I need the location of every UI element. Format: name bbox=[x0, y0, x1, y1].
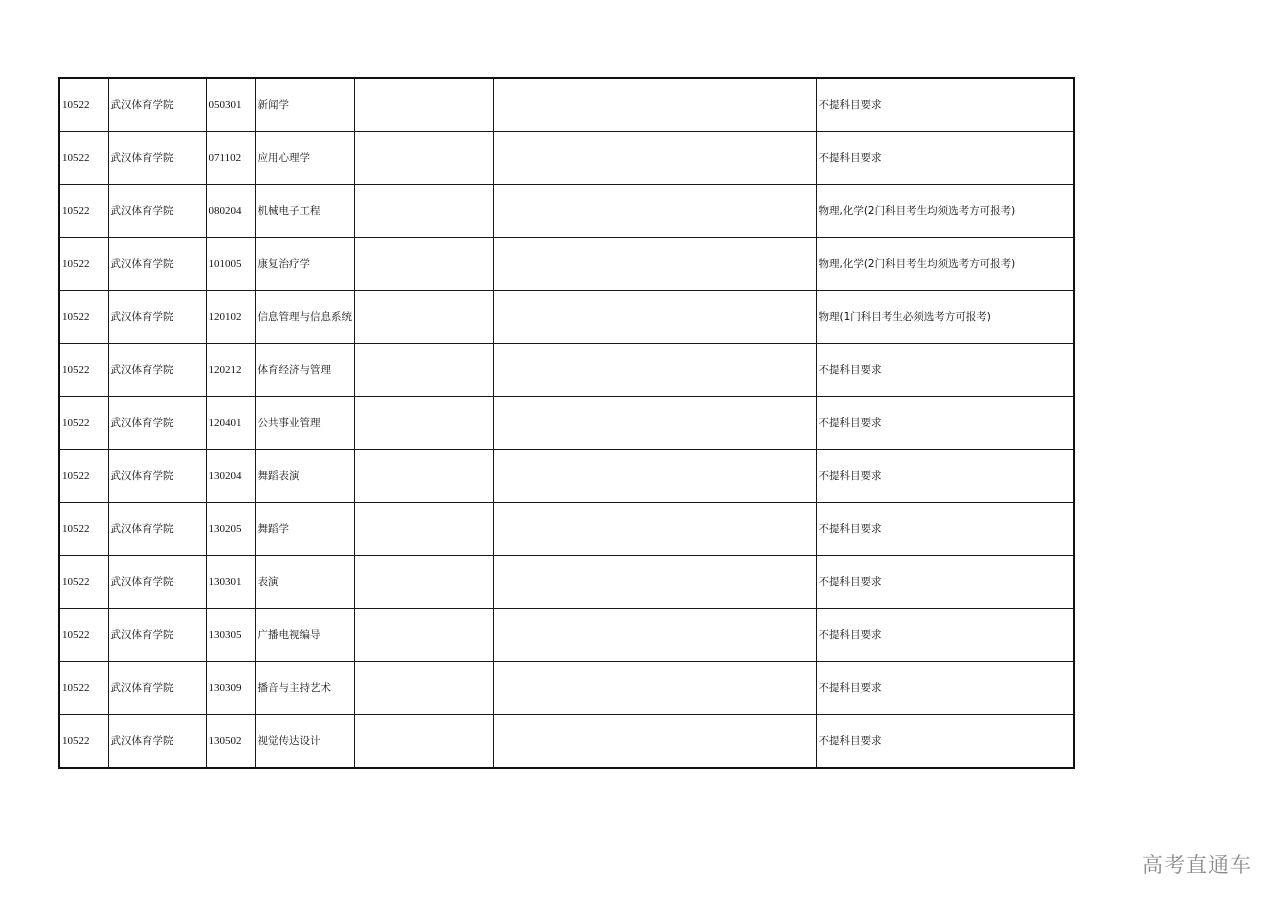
school-code-cell: 10522 bbox=[59, 185, 108, 238]
major-name-cell: 康复治疗学 bbox=[255, 238, 354, 291]
major-name-cell: 播音与主持艺术 bbox=[255, 662, 354, 715]
subject-requirement-cell: 不提科目要求 bbox=[816, 450, 1074, 503]
school-name-cell: 武汉体育学院 bbox=[108, 609, 206, 662]
major-name-cell: 公共事业管理 bbox=[255, 397, 354, 450]
subject-requirement-cell: 不提科目要求 bbox=[816, 715, 1074, 769]
major-code-cell: 130309 bbox=[206, 662, 255, 715]
table-row bbox=[59, 503, 1074, 556]
major-code-cell: 101005 bbox=[206, 238, 255, 291]
school-name-cell: 武汉体育学院 bbox=[108, 397, 206, 450]
table-row bbox=[59, 238, 1074, 291]
table-row bbox=[59, 609, 1074, 662]
blank-cell bbox=[354, 291, 493, 344]
school-code-cell: 10522 bbox=[59, 556, 108, 609]
blank-cell bbox=[354, 397, 493, 450]
major-code-cell: 050301 bbox=[206, 78, 255, 132]
school-name-cell: 武汉体育学院 bbox=[108, 344, 206, 397]
blank-cell bbox=[493, 715, 816, 769]
school-code-cell: 10522 bbox=[59, 609, 108, 662]
table-row bbox=[59, 291, 1074, 344]
school-name-cell: 武汉体育学院 bbox=[108, 185, 206, 238]
subject-requirement-cell: 物理,化学(2门科目考生均须选考方可报考) bbox=[816, 238, 1074, 291]
major-name-cell: 表演 bbox=[255, 556, 354, 609]
blank-cell bbox=[354, 662, 493, 715]
blank-cell bbox=[493, 556, 816, 609]
major-name-cell: 体育经济与管理 bbox=[255, 344, 354, 397]
blank-cell bbox=[354, 132, 493, 185]
major-code-cell: 130305 bbox=[206, 609, 255, 662]
major-name-cell: 信息管理与信息系统 bbox=[255, 291, 354, 344]
major-name-cell: 广播电视编导 bbox=[255, 609, 354, 662]
blank-cell bbox=[354, 609, 493, 662]
school-name-cell: 武汉体育学院 bbox=[108, 78, 206, 132]
school-name-cell: 武汉体育学院 bbox=[108, 238, 206, 291]
school-name-cell: 武汉体育学院 bbox=[108, 291, 206, 344]
school-code-cell: 10522 bbox=[59, 397, 108, 450]
school-name-cell: 武汉体育学院 bbox=[108, 662, 206, 715]
school-code-cell: 10522 bbox=[59, 450, 108, 503]
watermark-logo-text: 高考直通车 bbox=[1142, 853, 1252, 877]
major-name-cell: 舞蹈表演 bbox=[255, 450, 354, 503]
blank-cell bbox=[493, 344, 816, 397]
blank-cell bbox=[493, 238, 816, 291]
subject-requirement-cell: 不提科目要求 bbox=[816, 78, 1074, 132]
table-row bbox=[59, 556, 1074, 609]
table-row bbox=[59, 132, 1074, 185]
major-code-cell: 120102 bbox=[206, 291, 255, 344]
blank-cell bbox=[493, 78, 816, 132]
subject-requirement-cell: 不提科目要求 bbox=[816, 556, 1074, 609]
blank-cell bbox=[493, 132, 816, 185]
table-row bbox=[59, 715, 1074, 769]
school-code-cell: 10522 bbox=[59, 291, 108, 344]
major-code-cell: 130204 bbox=[206, 450, 255, 503]
blank-cell bbox=[354, 344, 493, 397]
subject-requirement-cell: 物理(1门科目考生必须选考方可报考) bbox=[816, 291, 1074, 344]
blank-cell bbox=[354, 238, 493, 291]
major-name-cell: 视觉传达设计 bbox=[255, 715, 354, 769]
subject-requirement-cell: 不提科目要求 bbox=[816, 503, 1074, 556]
major-code-cell: 130502 bbox=[206, 715, 255, 769]
school-name-cell: 武汉体育学院 bbox=[108, 556, 206, 609]
blank-cell bbox=[493, 450, 816, 503]
major-code-cell: 130205 bbox=[206, 503, 255, 556]
blank-cell bbox=[493, 185, 816, 238]
subject-requirement-cell: 不提科目要求 bbox=[816, 132, 1074, 185]
blank-cell bbox=[354, 715, 493, 769]
school-name-cell: 武汉体育学院 bbox=[108, 715, 206, 769]
table-body bbox=[59, 78, 1074, 768]
major-name-cell: 机械电子工程 bbox=[255, 185, 354, 238]
major-name-cell: 应用心理学 bbox=[255, 132, 354, 185]
school-code-cell: 10522 bbox=[59, 238, 108, 291]
school-code-cell: 10522 bbox=[59, 503, 108, 556]
blank-cell bbox=[493, 609, 816, 662]
school-name-cell: 武汉体育学院 bbox=[108, 450, 206, 503]
table-row bbox=[59, 397, 1074, 450]
school-name-cell: 武汉体育学院 bbox=[108, 132, 206, 185]
table-row bbox=[59, 185, 1074, 238]
table-row bbox=[59, 450, 1074, 503]
school-code-cell: 10522 bbox=[59, 662, 108, 715]
table-row bbox=[59, 662, 1074, 715]
blank-cell bbox=[493, 397, 816, 450]
subject-requirement-cell: 不提科目要求 bbox=[816, 344, 1074, 397]
blank-cell bbox=[354, 503, 493, 556]
major-code-cell: 130301 bbox=[206, 556, 255, 609]
school-code-cell: 10522 bbox=[59, 715, 108, 769]
major-code-cell: 120401 bbox=[206, 397, 255, 450]
subject-requirement-cell: 不提科目要求 bbox=[816, 397, 1074, 450]
major-name-cell: 新闻学 bbox=[255, 78, 354, 132]
table-row bbox=[59, 78, 1074, 132]
school-code-cell: 10522 bbox=[59, 78, 108, 132]
major-code-cell: 071102 bbox=[206, 132, 255, 185]
major-code-cell: 120212 bbox=[206, 344, 255, 397]
school-code-cell: 10522 bbox=[59, 132, 108, 185]
subject-requirement-table bbox=[58, 77, 1075, 769]
school-name-cell: 武汉体育学院 bbox=[108, 503, 206, 556]
subject-requirement-cell: 不提科目要求 bbox=[816, 609, 1074, 662]
school-code-cell: 10522 bbox=[59, 344, 108, 397]
subject-requirement-cell: 物理,化学(2门科目考生均须选考方可报考) bbox=[816, 185, 1074, 238]
subject-requirement-cell: 不提科目要求 bbox=[816, 662, 1074, 715]
major-code-cell: 080204 bbox=[206, 185, 255, 238]
blank-cell bbox=[493, 291, 816, 344]
major-name-cell: 舞蹈学 bbox=[255, 503, 354, 556]
blank-cell bbox=[354, 450, 493, 503]
blank-cell bbox=[354, 185, 493, 238]
blank-cell bbox=[493, 662, 816, 715]
blank-cell bbox=[493, 503, 816, 556]
blank-cell bbox=[354, 556, 493, 609]
table-row bbox=[59, 344, 1074, 397]
blank-cell bbox=[354, 78, 493, 132]
